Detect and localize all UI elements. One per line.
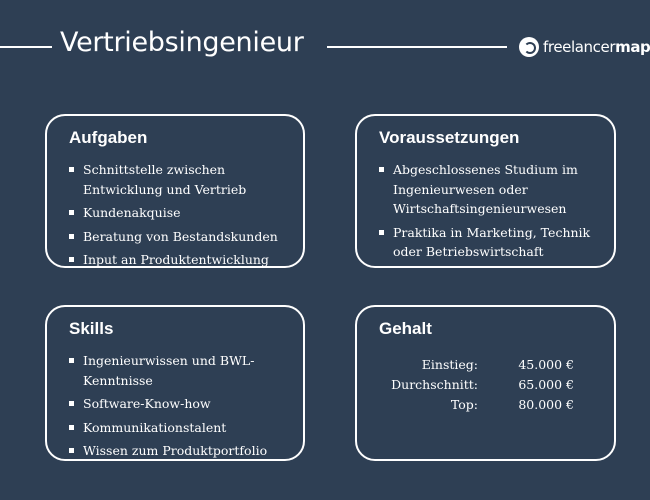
salary-table xyxy=(357,355,614,415)
salary-row xyxy=(357,395,614,415)
salary-value: 80.000 € xyxy=(518,397,574,412)
list-item: Ingenieurwissen und BWL-Kenntnisse xyxy=(69,351,279,390)
salary-row xyxy=(357,355,614,375)
list-item: Input an Produktentwicklung xyxy=(69,250,289,270)
list-item: Praktika in Marketing, Technik oder Betriebswirtschaft xyxy=(379,223,604,262)
title-rule-right xyxy=(327,46,507,48)
card-aufgaben xyxy=(45,114,305,268)
logo-text-bold: map xyxy=(615,38,650,56)
header xyxy=(0,24,650,68)
freelancermap-logo xyxy=(519,34,650,60)
salary-label: Durchschnitt: xyxy=(391,377,478,392)
list-item: Schnittstelle zwischen Entwicklung und Vertrieb xyxy=(69,160,289,199)
list-item: Wissen zum Produktportfolio xyxy=(69,441,279,461)
list-item: Kundenakquise xyxy=(69,203,289,223)
card-skills xyxy=(45,305,305,461)
salary-row xyxy=(357,375,614,395)
logo-text-regular: freelancer xyxy=(543,38,616,56)
salary-value: 65.000 € xyxy=(518,377,574,392)
page-title: Vertriebsingenieur xyxy=(60,27,304,58)
list-item: Kommunikationstalent xyxy=(69,418,279,438)
card-title-voraussetzungen: Voraussetzungen xyxy=(379,128,520,147)
card-title-aufgaben: Aufgaben xyxy=(69,128,148,147)
card-gehalt xyxy=(355,305,616,461)
card-title-skills: Skills xyxy=(69,319,114,338)
salary-label: Einstieg: xyxy=(421,357,478,372)
list-item: Beratung von Bestandskunden xyxy=(69,227,289,247)
freelancermap-logo-icon xyxy=(519,37,539,57)
list-voraussetzungen xyxy=(379,160,604,266)
salary-label: Top: xyxy=(450,397,478,412)
card-voraussetzungen xyxy=(355,114,616,268)
card-title-gehalt: Gehalt xyxy=(379,319,432,338)
list-item: Abgeschlossenes Studium im Ingenieurwesen oder Wirtschaftsingenieurwesen xyxy=(379,160,604,219)
title-rule-left xyxy=(0,46,52,48)
salary-value: 45.000 € xyxy=(518,357,574,372)
list-skills xyxy=(69,351,279,465)
list-aufgaben xyxy=(69,160,289,274)
list-item: Software-Know-how xyxy=(69,394,279,414)
logo-text xyxy=(543,38,650,56)
